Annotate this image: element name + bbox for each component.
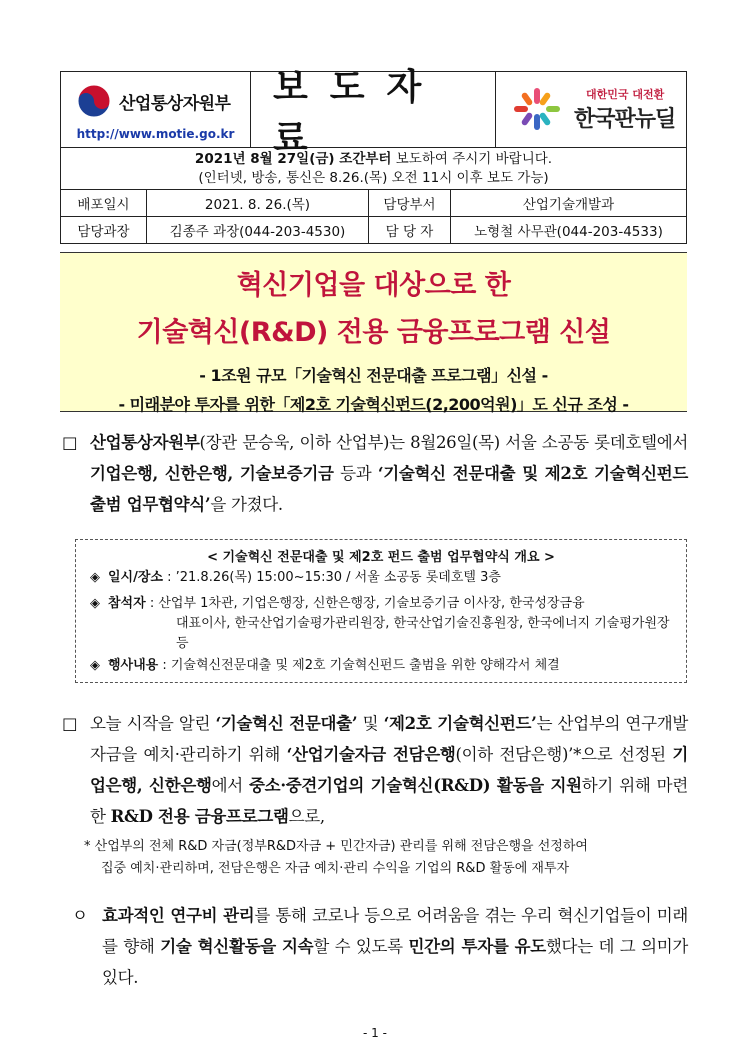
- para2-text: 오늘 시작을 알린: [90, 714, 216, 733]
- footnote-line-2: 집중 예치·관리하며, 전담은행은 자금 예치·관리 수익을 기업의 R&D 활동에 재투자: [101, 861, 570, 876]
- summary-text: : 산업부 1차관, 기업은행장, 신한은행장, 기술보증기금 이사장, 한국성장금융: [145, 596, 585, 611]
- brand-cell: [496, 72, 686, 147]
- headline-line-2: 기술혁신(R&D) 전용 금융프로그램 신설: [136, 317, 611, 348]
- embargo-date: 2021년 8월 27일(금) 조간부터: [194, 151, 392, 167]
- program-name: ‘기술혁신 전문대출’: [215, 714, 358, 733]
- para2-text: 하기 위해 마련한: [90, 776, 688, 826]
- para2-text: 및: [357, 714, 384, 733]
- para1-text: 등과: [333, 464, 378, 483]
- embargo-notice: [61, 148, 686, 190]
- contact-row: [61, 216, 686, 243]
- headline-line-1: 혁신기업을 대상으로 한: [236, 270, 511, 301]
- distribution-date-label: 배포일시: [61, 190, 147, 216]
- summary-label: 참석자: [108, 596, 146, 611]
- footnote-line-1: * 산업부의 전체 R&D 자금(정부R&D자금 + 민간자금) 관리를 위해 전담은행을 선정하여: [84, 839, 588, 854]
- para2-text: 으로,: [288, 807, 325, 826]
- diamond-icon: ◈: [90, 596, 100, 611]
- summary-item-datetime: [90, 568, 501, 588]
- footnote: [84, 836, 688, 880]
- paragraph-2: [62, 708, 688, 832]
- bullet-square: □: [62, 433, 78, 452]
- diamond-icon: ◈: [90, 570, 100, 585]
- summary-title: < 기술혁신 전문대출 및 제2호 펀드 출범 업무협약식 개요 >: [207, 550, 555, 565]
- diamond-icon: ◈: [90, 658, 100, 673]
- summary-label: 행사내용: [108, 658, 159, 673]
- para3-text: 했다는 데 그 의미가 있다.: [102, 937, 689, 987]
- brand-slogan: 대한민국 대전환: [586, 88, 665, 101]
- para1-text: 을 가졌다.: [210, 495, 283, 514]
- ministry-ref: 산업통상자원부: [90, 433, 200, 452]
- ministry-logo: [77, 84, 230, 118]
- paragraph-3: [62, 900, 688, 993]
- embargo-rest: 보도하여 주시기 바랍니다.: [391, 151, 553, 167]
- key-phrase: 기술 혁신활동을 지속: [160, 937, 314, 956]
- para1-text: (장관 문승욱, 이하 산업부)는 8월26일(목) 서울 소공동 롯데호텔에서: [199, 433, 688, 452]
- paragraph-1: [62, 427, 688, 520]
- taegeuk-icon: [77, 84, 111, 118]
- summary-label: 일시/장소: [108, 570, 163, 585]
- officer-value: 노형철 사무관(044-203-4533): [474, 224, 663, 240]
- subheadline-1: - 1조원 규모「기술혁신 전문대출 프로그램」신설 -: [199, 366, 548, 385]
- para2-text: (이하 전담은행)’*으로 선정된: [455, 745, 673, 764]
- brand-name: 한국판뉴딜: [574, 107, 676, 132]
- press-header-table: [60, 65, 687, 244]
- summary-text: : ’21.8.26(목) 15:00~15:30 / 서울 소공동 롯데호텔 3층: [162, 570, 501, 585]
- finance-program: R&D 전용 금융프로그램: [110, 807, 289, 826]
- support-target: 중소·중견기업의 기술혁신(R&D) 활동을 지원: [249, 776, 582, 795]
- embargo-online-note: (인터넷, 방송, 통신은 8.26.(목) 오전 11시 이후 보도 가능): [198, 170, 549, 186]
- ceremony-summary-box: [75, 539, 687, 683]
- partner-orgs: 기업은행, 신한은행, 기술보증기금: [90, 464, 334, 483]
- para3-text: 할 수 있도록: [313, 937, 409, 956]
- bullet-circle: ㅇ: [72, 906, 88, 925]
- key-phrase: 민간의 투자를 유도: [408, 937, 546, 956]
- fund-name: ‘제2호 기술혁신펀드’: [383, 714, 537, 733]
- summary-text: : 기술혁신전문대출 및 제2호 기술혁신펀드 출범을 위한 양해각서 체결: [158, 658, 560, 673]
- officer-label: 담 당 자: [369, 217, 451, 243]
- distribution-row: [61, 190, 686, 216]
- page-number: - 1 -: [363, 1026, 387, 1040]
- key-phrase: 효과적인 연구비 관리: [102, 906, 255, 925]
- para2-text: 에서: [211, 776, 250, 795]
- summary-item-attendees: [90, 594, 676, 654]
- para2-text: 는 산업부의 연구개발 자금을 예치·관리하기 위해: [90, 714, 688, 764]
- department-label: 담당부서: [369, 190, 451, 216]
- ministry-logo-cell: [61, 72, 251, 147]
- press-release-title: 보도자료: [273, 65, 444, 159]
- headline-box: [60, 252, 687, 412]
- summary-text-continued: 대표이사, 한국산업기술평가관리원장, 한국산업기술진흥원장, 한국에너지 기술평가원장 등: [176, 616, 670, 651]
- ceremony-name: ‘기술혁신 전문대출 및 제2호 기술혁신펀드 출범 업무협약식’: [90, 464, 688, 514]
- department-value: 산업기술개발과: [522, 197, 615, 213]
- bank-designation: ‘산업기술자금 전담은행: [286, 745, 456, 764]
- new-deal-logo-icon: [512, 86, 564, 132]
- ministry-name: 산업통상자원부: [119, 93, 231, 114]
- bullet-square: □: [62, 714, 78, 733]
- summary-item-event: [90, 656, 560, 676]
- title-cell: [251, 65, 496, 159]
- distribution-date-value: 2021. 8. 26.(목): [147, 190, 369, 216]
- subheadline-2: - 미래분야 투자를 위한「제2호 기술혁신펀드(2,200억원)」도 신규 조성 -: [118, 395, 629, 414]
- ministry-url-link[interactable]: http://www.motie.go.kr: [76, 127, 235, 141]
- director-label: 담당과장: [61, 217, 147, 243]
- director-value: 김종주 과장(044-203-4530): [147, 217, 369, 243]
- banks: 기업은행, 신한은행: [90, 745, 688, 795]
- para3-text: 를 통해 코로나 등으로 어려움을 겪는 우리 혁신기업들이 미래를 향해: [102, 906, 688, 956]
